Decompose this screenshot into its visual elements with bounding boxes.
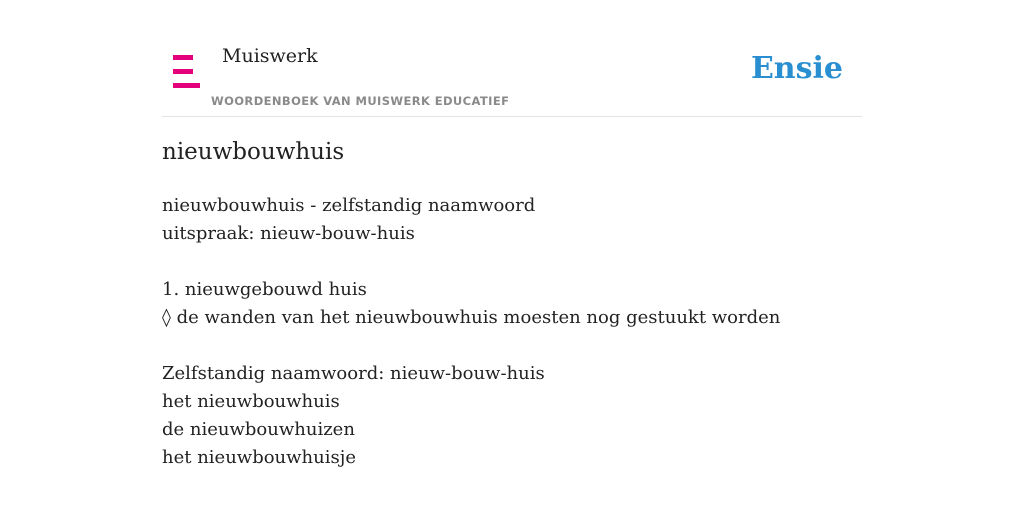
definition-line: nieuwbouwhuis - zelfstandig naamwoord	[162, 195, 536, 216]
brand-subtitle: WOORDENBOEK VAN MUISWERK EDUCATIEF	[211, 94, 510, 108]
definition-line: uitspraak: nieuw-bouw-huis	[162, 223, 415, 244]
header	[162, 0, 862, 117]
definition-line	[162, 248, 862, 276]
entry-definition	[162, 192, 862, 472]
definition-line: het nieuwbouwhuis	[162, 391, 340, 412]
logo-bar	[173, 55, 193, 60]
definition-line: Zelfstandig naamwoord: nieuw-bouw-huis	[162, 363, 545, 384]
definition-line	[162, 332, 862, 360]
entry-headword: nieuwbouwhuis	[162, 139, 345, 165]
muiswerk-logo-icon[interactable]	[173, 55, 200, 88]
definition-line: ◊ de wanden van het nieuwbouwhuis moesten nog gestuukt worden	[162, 307, 781, 328]
brand-name[interactable]: Muiswerk	[222, 45, 318, 67]
definition-line: 1. nieuwgebouwd huis	[162, 279, 367, 300]
logo-bar	[173, 83, 200, 88]
ensie-logo[interactable]: Ensie	[750, 51, 843, 86]
logo-bar	[173, 69, 193, 74]
definition-line: het nieuwbouwhuisje	[162, 447, 356, 468]
definition-line: de nieuwbouwhuizen	[162, 419, 355, 440]
